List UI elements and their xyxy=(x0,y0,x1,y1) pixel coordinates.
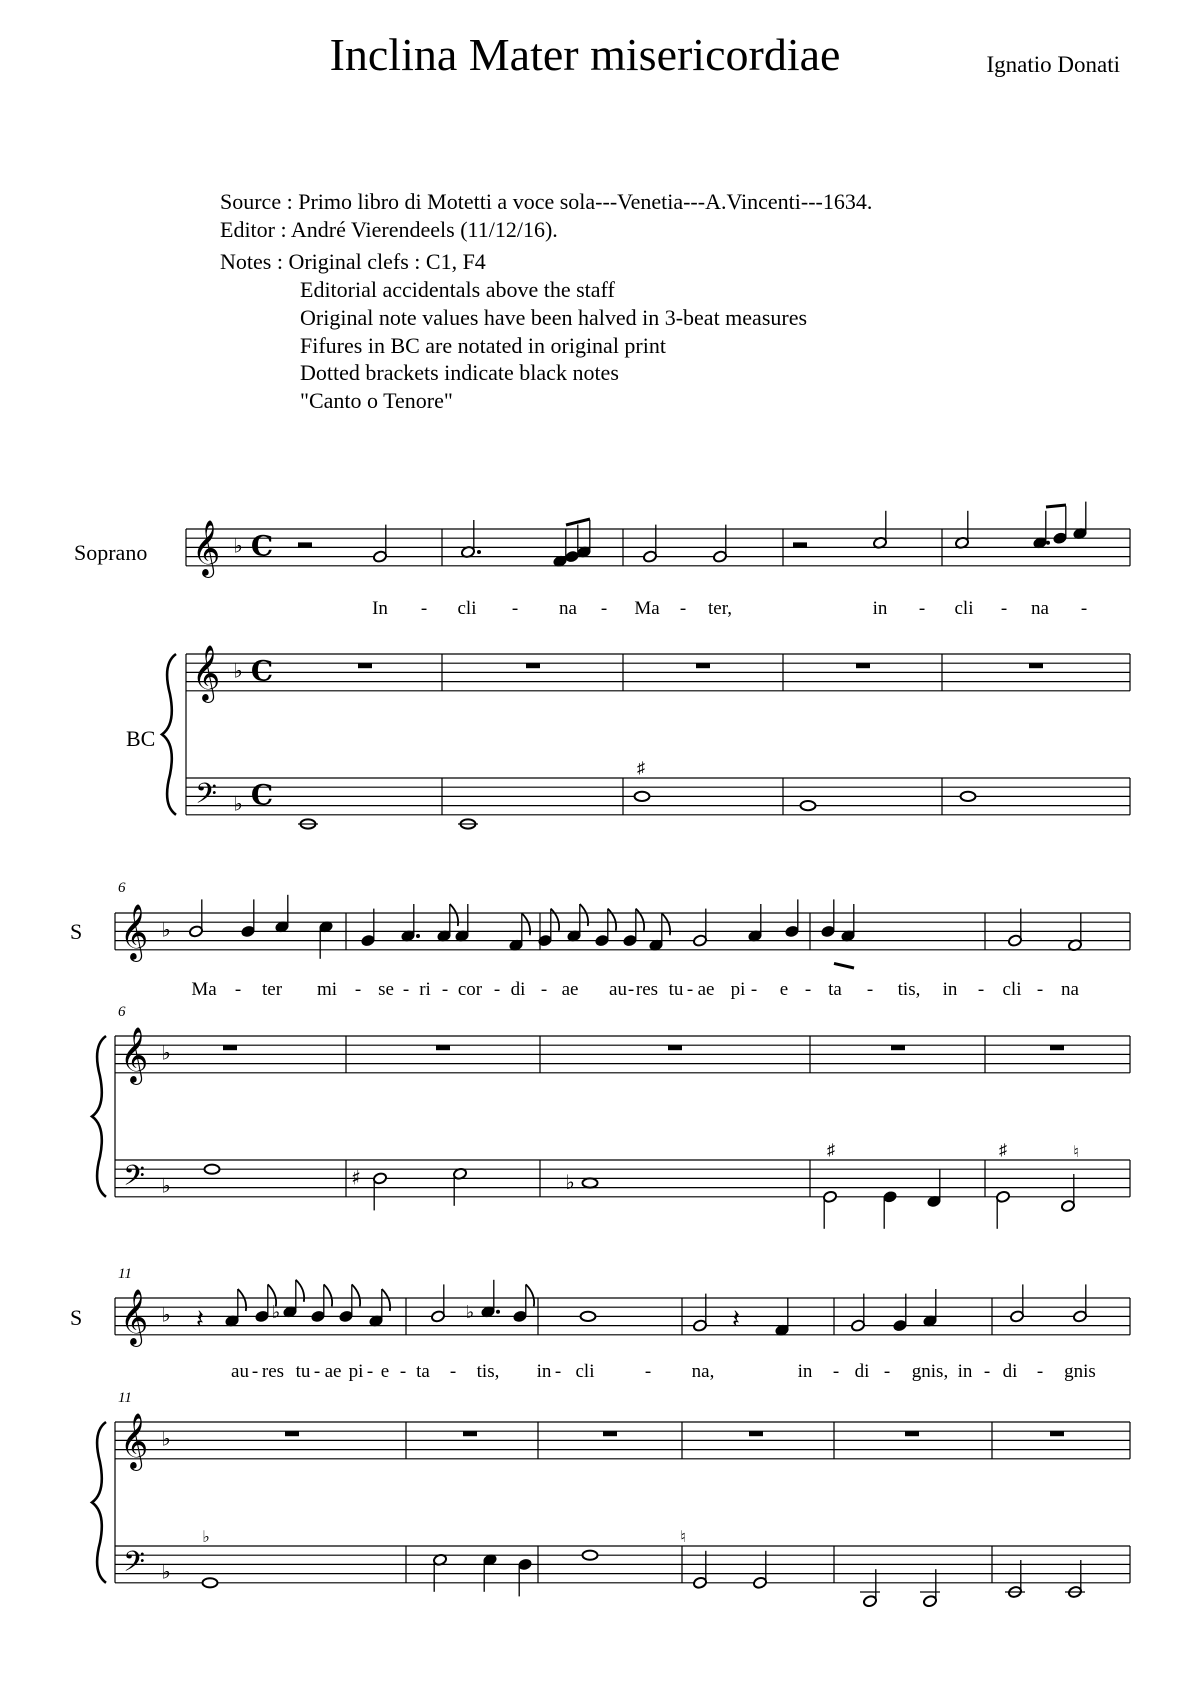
lyric-syllable: res xyxy=(261,1361,285,1382)
treble-clef-icon: 𝄞 xyxy=(119,1412,149,1469)
notes-label: Notes : Original clefs : C1, F4 xyxy=(220,249,486,274)
lyric-hyphen: - xyxy=(983,1361,991,1382)
lyric-hyphen: - xyxy=(511,598,519,619)
lyric-hyphen: - xyxy=(1036,979,1044,1000)
lyric-syllable: Ma xyxy=(634,598,660,619)
figure-sharp: ♯ xyxy=(827,1142,835,1159)
lyric-hyphen: - xyxy=(866,979,874,1000)
key-flat: ♭ xyxy=(233,791,243,816)
lyric-syllable: in xyxy=(942,979,958,1000)
lyric-hyphen: - xyxy=(366,1361,374,1382)
lyric-syllable: pi xyxy=(348,1361,364,1382)
lyric-syllable: mi xyxy=(316,979,338,1000)
treble-clef-icon: 𝄞 xyxy=(119,1288,149,1345)
editor-line: Editor : André Vierendeels (11/12/16). xyxy=(220,217,558,242)
lyric-hyphen: - xyxy=(600,598,608,619)
time-signature: C xyxy=(250,654,274,688)
lyric-hyphen: - xyxy=(234,979,242,1000)
brace xyxy=(92,1036,106,1197)
lyric-syllable: cli xyxy=(954,598,974,619)
accidental-flat: ♭ xyxy=(465,1301,475,1323)
note-head xyxy=(205,1165,220,1174)
lyric-syllable: cli xyxy=(1002,979,1022,1000)
dot xyxy=(1046,541,1050,545)
whole-rest xyxy=(696,663,710,668)
lyric-syllable: e xyxy=(380,1361,390,1382)
lyric-hyphen: - xyxy=(313,1361,321,1382)
lyric-syllable: di xyxy=(510,979,526,1000)
lyric-syllable: gnis xyxy=(1064,1361,1096,1382)
figure-sharp: ♯ xyxy=(637,760,645,777)
lyric-syllable: Ma xyxy=(191,979,217,1000)
accidental-flat: ♭ xyxy=(271,1301,281,1323)
key-flat: ♭ xyxy=(161,917,171,942)
note-line: Fifures in BC are notated in original print xyxy=(300,333,666,358)
lyric-syllable: in xyxy=(797,1361,813,1382)
dot xyxy=(416,934,420,938)
dot xyxy=(477,550,481,554)
figure-sharp: ♯ xyxy=(999,1142,1007,1159)
staves-layer xyxy=(92,529,1130,1583)
lyric-hyphen: - xyxy=(354,979,362,1000)
beam xyxy=(834,963,854,968)
note-flag xyxy=(352,1284,360,1306)
lyric-hyphen: - xyxy=(1036,1361,1044,1382)
half-rest xyxy=(298,542,312,547)
lyric-hyphen: - xyxy=(449,1361,457,1382)
lyric-syllable: di xyxy=(1002,1361,1018,1382)
note-head xyxy=(581,1312,596,1321)
staff-bc-treble xyxy=(115,1036,1130,1073)
note-head xyxy=(961,792,976,801)
lyric-syllable: ae xyxy=(561,979,579,1000)
staff-soprano xyxy=(186,529,1130,566)
lyric-syllable: ae xyxy=(697,979,715,1000)
key-flat: ♭ xyxy=(161,1173,171,1198)
whole-rest xyxy=(358,663,372,668)
half-rest xyxy=(793,542,807,547)
lyric-syllable: gnis, xyxy=(911,1361,949,1382)
accidental-flat: ♭ xyxy=(565,1170,575,1194)
lyric-syllable: au xyxy=(231,1361,249,1382)
lyric-syllable: ter xyxy=(261,979,283,1000)
lyric-syllable: tu xyxy=(295,1361,311,1382)
lyric-hyphen: - xyxy=(441,979,449,1000)
lyric-hyphen: - xyxy=(977,979,985,1000)
note-flag xyxy=(324,1284,332,1306)
lyric-syllable: na xyxy=(559,598,577,619)
lyric-syllable: e xyxy=(779,979,789,1000)
brace xyxy=(92,1422,106,1583)
measure-number: 6 xyxy=(118,1004,126,1020)
source-line: Source : Primo libro di Motetti a voce sola---Venetia---A.Vincenti---1634. xyxy=(220,189,873,214)
staff-bc-treble xyxy=(115,1422,1130,1459)
piece-title: Inclina Mater misericordiae xyxy=(329,29,841,80)
brace xyxy=(162,654,176,815)
note-line: Dotted brackets indicate black notes xyxy=(300,360,619,385)
lyric-hyphen: - xyxy=(918,598,926,619)
quarter-rest: 𝄽 xyxy=(732,1304,740,1335)
lyric-syllable: cli xyxy=(575,1361,595,1382)
soprano-label: Soprano xyxy=(74,540,148,565)
note-head xyxy=(583,1178,598,1187)
note-flag xyxy=(551,909,559,931)
staff-bc-bass xyxy=(115,1160,1130,1197)
soprano-short-label: S xyxy=(70,919,83,944)
lyric-hyphen: - xyxy=(644,1361,652,1382)
measure-number: 6 xyxy=(118,880,126,896)
note-head xyxy=(203,1578,218,1587)
whole-rest xyxy=(603,1431,617,1436)
note-head xyxy=(801,801,816,810)
lyric-hyphen: - xyxy=(540,979,548,1000)
staff-bc-bass xyxy=(186,778,1130,815)
lyric-syllable: na xyxy=(1031,598,1049,619)
lyric-hyphen: - xyxy=(1080,598,1088,619)
accidental-sharp: ♯ xyxy=(351,1165,361,1190)
staff-bc-treble xyxy=(186,654,1130,691)
lyric-syllable: in xyxy=(536,1361,552,1382)
note-flag xyxy=(526,1284,534,1306)
whole-rest xyxy=(223,1045,237,1050)
staff-bc-bass xyxy=(115,1546,1130,1583)
lyric-hyphen: - xyxy=(554,1361,562,1382)
lyric-hyphen: - xyxy=(679,598,687,619)
bass-clef-icon: 𝄢 xyxy=(123,1159,145,1200)
bass-clef-icon: 𝄢 xyxy=(123,1545,145,1586)
lyric-hyphen: - xyxy=(399,1361,407,1382)
lyric-syllable: in xyxy=(872,598,888,619)
bass-clef-icon: 𝄢 xyxy=(195,777,217,818)
lyric-hyphen: - xyxy=(686,979,694,1000)
beam xyxy=(566,519,590,525)
lyric-hyphen: - xyxy=(402,979,410,1000)
whole-rest xyxy=(891,1045,905,1050)
key-flat: ♭ xyxy=(161,1040,171,1065)
lyric-syllable: ta xyxy=(828,979,842,1000)
whole-rest xyxy=(1050,1045,1064,1050)
lyric-hyphen: - xyxy=(750,979,758,1000)
whole-rest xyxy=(905,1431,919,1436)
lyric-syllable: au xyxy=(609,979,627,1000)
treble-clef-icon: 𝄞 xyxy=(119,903,149,960)
whole-rest xyxy=(463,1431,477,1436)
key-flat: ♭ xyxy=(233,658,243,683)
whole-rest xyxy=(668,1045,682,1050)
treble-clef-icon: 𝄞 xyxy=(191,519,221,576)
lyric-syllable: na xyxy=(1061,979,1079,1000)
whole-rest xyxy=(285,1431,299,1436)
figure-flat: ♭ xyxy=(202,1529,210,1546)
lyric-syllable: cor xyxy=(457,979,483,1000)
note-head xyxy=(635,792,650,801)
lyric-hyphen: - xyxy=(493,979,501,1000)
lyric-hyphen: - xyxy=(804,979,812,1000)
lyric-syllable: cli xyxy=(457,598,477,619)
note-line: Editorial accidentals above the staff xyxy=(300,277,615,302)
lyric-syllable: ae xyxy=(324,1361,342,1382)
dot xyxy=(496,1310,500,1314)
lyric-syllable: tis, xyxy=(897,979,921,1000)
key-flat: ♭ xyxy=(161,1302,171,1327)
key-flat: ♭ xyxy=(161,1426,171,1451)
treble-clef-icon: 𝄞 xyxy=(119,1026,149,1083)
composer-name: Ignatio Donati xyxy=(986,52,1120,77)
soprano-short-label: S xyxy=(70,1305,83,1330)
lyric-syllable: ter, xyxy=(707,598,733,619)
lyric-syllable: tu xyxy=(668,979,684,1000)
key-flat: ♭ xyxy=(161,1559,171,1584)
note-flag xyxy=(608,909,616,931)
lyric-syllable: tis, xyxy=(476,1361,500,1382)
note-line: "Canto o Tenore" xyxy=(300,388,453,413)
lyric-hyphen: - xyxy=(627,979,635,1000)
lyric-syllable: se xyxy=(378,979,394,1000)
figure-natural: ♮ xyxy=(1073,1144,1079,1161)
lyric-syllable: res xyxy=(635,979,659,1000)
lyric-syllable: ta xyxy=(416,1361,430,1382)
lyric-hyphen: - xyxy=(1000,598,1008,619)
lyric-syllable: ri xyxy=(419,979,431,1000)
whole-rest xyxy=(436,1045,450,1050)
whole-rest xyxy=(1029,663,1043,668)
time-signature: C xyxy=(250,529,274,563)
note-flag xyxy=(636,909,644,931)
staff-soprano xyxy=(115,913,1130,950)
lyric-hyphen: - xyxy=(251,1361,259,1382)
lyric-syllable: di xyxy=(854,1361,870,1382)
note-head xyxy=(583,1551,598,1560)
whole-rest xyxy=(526,663,540,668)
bc-label: BC xyxy=(126,726,156,751)
note-line: Original note values have been halved in 3-beat measures xyxy=(300,305,808,330)
quarter-rest: 𝄽 xyxy=(196,1304,204,1335)
time-signature: C xyxy=(250,778,274,812)
beam xyxy=(1046,505,1066,507)
figure-natural: ♮ xyxy=(680,1529,686,1546)
whole-rest xyxy=(749,1431,763,1436)
whole-rest xyxy=(856,663,870,668)
measure-number: 11 xyxy=(118,1266,132,1282)
lyric-syllable: pi xyxy=(730,979,746,1000)
lyric-syllable: in xyxy=(957,1361,973,1382)
lyric-syllable: na, xyxy=(691,1361,715,1382)
whole-rest xyxy=(1050,1431,1064,1436)
treble-clef-icon: 𝄞 xyxy=(191,644,221,701)
lyric-hyphen: - xyxy=(832,1361,840,1382)
lyric-hyphen: - xyxy=(883,1361,891,1382)
lyric-syllable: In xyxy=(372,598,388,619)
key-flat: ♭ xyxy=(233,533,243,558)
lyric-hyphen: - xyxy=(420,598,428,619)
measure-number: 11 xyxy=(118,1390,132,1406)
